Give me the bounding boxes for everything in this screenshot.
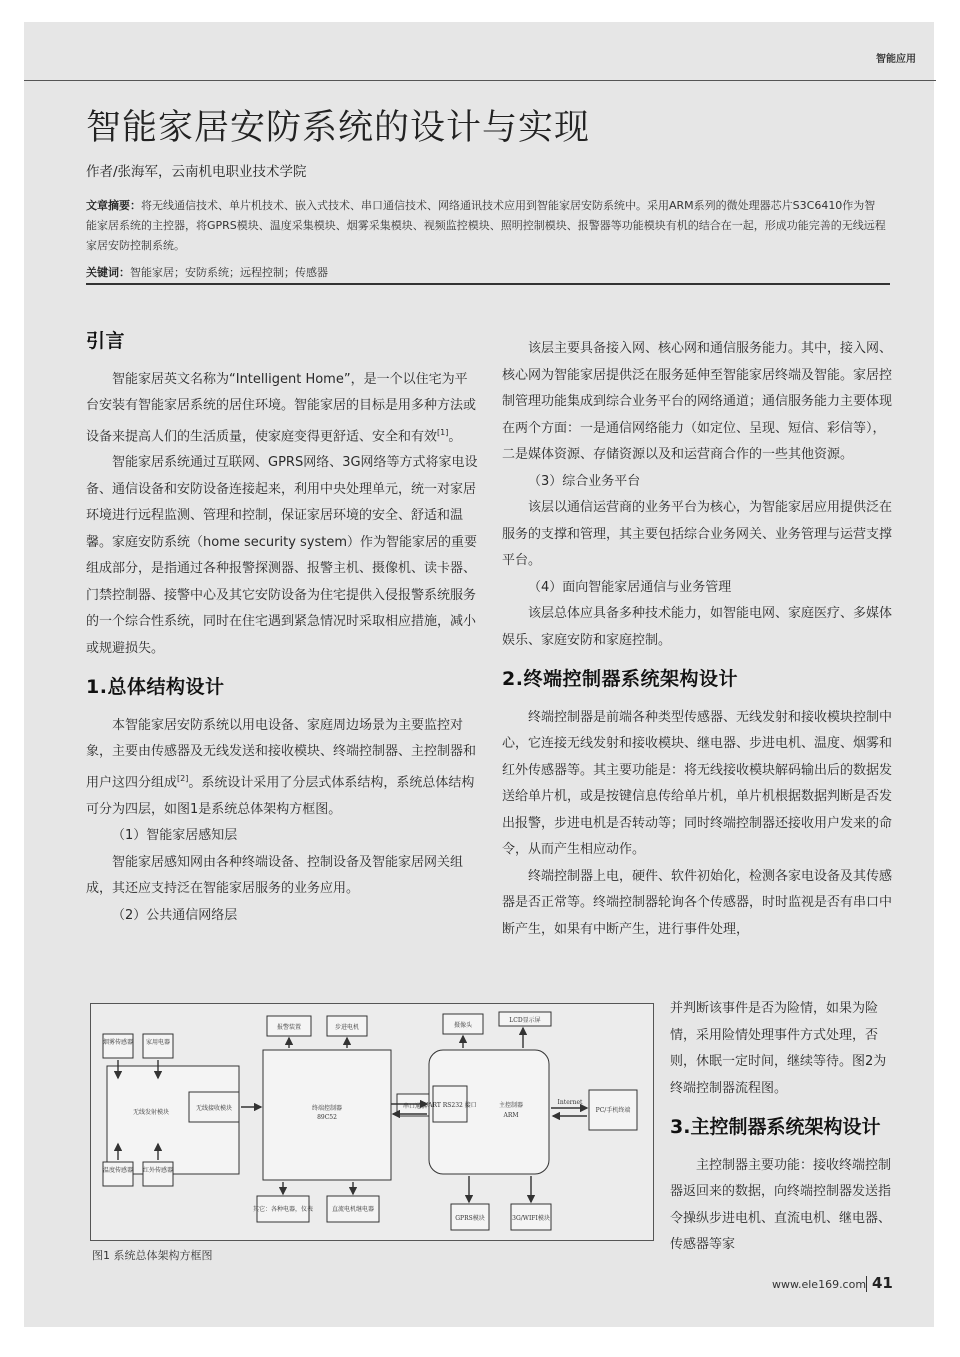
citation: [2] <box>177 773 189 783</box>
box-label: 温度传感器 <box>102 1167 134 1174</box>
box-label: 步进电机 <box>334 1024 360 1031</box>
smoke-sensor-box <box>103 1034 133 1058</box>
box-label: GPRS模块 <box>455 1215 485 1222</box>
right-column <box>502 336 892 943</box>
heading-section-2: 2.终端控制器系统架构设计 <box>502 668 738 690</box>
list-item: （2）公共通信网络层 <box>112 907 238 923</box>
abstract-text: 将无线通信技术、单片机技术、嵌入式技术、串口通信技术、网络通讯技术应用到智能家居安防系统中。采用ARM系列的微处理器芯片S3C6410作为智能家居系统的主控器，将GPRS模块、温度采集模块、烟雾采集模块、视频监控模块、照明控制模块、报警器等功能模块有机的结合在一起，形成功能完善的无线远程家居安防控制系统。 <box>86 199 886 252</box>
article-title: 智能家居安防系统的设计与实现 <box>86 108 591 148</box>
abstract-label: 文章摘要： <box>86 199 141 212</box>
page-number: 41 <box>872 1274 893 1292</box>
box-label: 烟雾传感器 <box>102 1039 134 1046</box>
paragraph-text: 智能家居英文名称为“Intelligent Home”，是一个以住宅为平台安装有智能家居系统的居住环境。智能家居的目标是用多种方法或设备来提高人们的生活质量，使家庭变得更舒适、安全和有效 <box>86 371 477 444</box>
paragraph: 并判断该事件是否为险情，如果为险情，采用险情处理事件方式处理，否则，休眠一定时间，继续等待。图2为终端控制器流程图。 <box>670 1001 887 1096</box>
section-tag: 智能应用 <box>876 54 916 65</box>
appliance-box <box>143 1034 173 1058</box>
box-label: 终端控制器 <box>311 1105 343 1112</box>
citation: [1] <box>437 427 449 437</box>
keywords-rule <box>86 283 890 285</box>
paragraph: 该层主要具备接入网、核心网和通信服务能力。其中，接入网、核心网为智能家居提供泛在服务延伸至智能家居终端及智能。家居控制管理功能集成到综合业务平台的网络通道；通信服务能力主要体现在两个方面：一是通信网络能力（如定位、呈现、短信、彩信等），二是媒体资源、存储资源以及和运营商合作的一些其他资源。 <box>502 341 893 462</box>
figure-caption: 图1 系统总体架构方框图 <box>92 1249 213 1262</box>
box-label: ARM <box>503 1112 519 1119</box>
box-label: 报警装置 <box>276 1024 302 1031</box>
footer-url: www.ele169.com <box>772 1278 867 1291</box>
keywords <box>86 264 328 280</box>
right-narrow-column <box>670 996 892 1259</box>
ir-sensor-box <box>143 1162 173 1186</box>
header-rule <box>24 80 936 81</box>
box-label: 3G/WIFI模块 <box>512 1215 550 1222</box>
box-label: 无线发射模块 <box>132 1109 170 1116</box>
box-label: PC/手机终端 <box>595 1107 631 1114</box>
paragraph: 智能家居感知网由各种终端设备、控制设备及智能家居网关组成，其还应支持泛在智能家居服务的业务应用。 <box>86 854 464 897</box>
box-label: Internet <box>557 1099 583 1106</box>
keywords-text: 智能家居；安防系统；远程控制；传感器 <box>130 266 328 279</box>
paragraph-text: 。 <box>448 428 462 444</box>
paragraph <box>86 713 480 823</box>
paragraph-text: 本智能家居安防系统以用电设备、家庭周边场景为主要监控对象，主要由传感器及无线发送和接收模块、终端控制器、主控制器和用户这四分组成 <box>86 717 477 791</box>
box-label: 直流电机继电器 <box>331 1206 375 1213</box>
author-line: 作者/张海军，云南机电职业技术学院 <box>86 164 307 180</box>
heading-section-1: 1.总体结构设计 <box>86 676 225 699</box>
abstract <box>86 196 886 256</box>
box-label: 其它：各种电器，仪表 <box>252 1206 314 1213</box>
box-label: 无线接收模块 <box>195 1105 233 1112</box>
list-item: （4）面向智能家居通信与业务管理 <box>528 579 732 595</box>
box-label: 红外传感器 <box>142 1167 174 1174</box>
list-item: （1）智能家居感知层 <box>112 828 238 844</box>
figure-1 <box>90 1003 654 1241</box>
paragraph: 终端控制器是前端各种类型传感器、无线发射和接收模块控制中心，它连接无线发射和接收模块、继电器、步进电机、温度、烟雾和红外传感器等。其主要功能是：将无线接收模块解码输出后的数据发送给单片机，或是按键信息传给单片机，单片机根据数据判断是否发出报警，步进电机是否转动等；同时终端控制器还接收用户发来的命令，从而产生相应动作。 <box>502 709 893 857</box>
box-label: 家用电器 <box>145 1039 171 1046</box>
paragraph: 该层以通信运营商的业务平台为核心，为智能家居应用提供泛在服务的支撑和管理，其主要包括综合业务网关、业务管理与运营支撑平台。 <box>502 500 893 568</box>
paragraph: 智能家居系统通过互联网、GPRS网络、3G网络等方式将家电设备、通信设备和安防设备连接起来，利用中央处理单元，统一对家居环境进行远程监测、管理和控制，保证家居环境的安全、舒适和温馨。家庭安防系统（home security system）作为智能家居的重要组成部分，是指通过各种报警探测器、报警主机、摄像机、读卡器、门禁控制器、接警中心及其它安防设备为住宅提供入侵报警系统服务的一个综合性系统，同时在住宅遇到紧急情况时采取相应措施，减小或规避损失。 <box>86 455 478 656</box>
paragraph: 该层总体应具备多种技术能力，如智能电网、家庭医疗、多媒体娱乐、家庭安防和家庭控制。 <box>502 606 893 648</box>
paragraph: 主控制器主要功能：接收终端控制器返回来的数据，向终端控制器发送指令操纵步进电机、直流电机、继电器、传感器等家 <box>670 1157 892 1252</box>
box-label: LCD显示屏 <box>509 1017 541 1024</box>
heading-section-3: 3.主控制器系统架构设计 <box>670 1116 881 1138</box>
footer-divider <box>866 1276 867 1292</box>
heading-intro: 引言 <box>86 330 126 352</box>
paragraph: 终端控制器上电，硬件、软件初始化，检测各家电设备及其传感器是否正常等。终端控制器轮询各个传感器，时时监视是否有串口中断产生，如果有中断产生，进行事件处理， <box>502 868 893 937</box>
left-column <box>86 328 480 929</box>
box-label: 串口通信 <box>402 1103 428 1110</box>
block-diagram <box>91 1004 653 1240</box>
list-item: （3）综合业务平台 <box>528 473 641 489</box>
box-label: 89C52 <box>317 1114 337 1121</box>
box-label: 主控制器 <box>498 1102 524 1109</box>
temp-sensor-box <box>103 1162 133 1186</box>
box-label: 摄像头 <box>453 1022 473 1029</box>
paragraph-text: 。系统设计采用了分层式体系结构，系统总体结构可分为四层，如图1是系统总体架构方框图。 <box>86 775 475 817</box>
paragraph <box>86 367 480 451</box>
box-label: UART RS232 接口 <box>423 1102 477 1109</box>
keywords-label: 关键词： <box>86 266 130 279</box>
